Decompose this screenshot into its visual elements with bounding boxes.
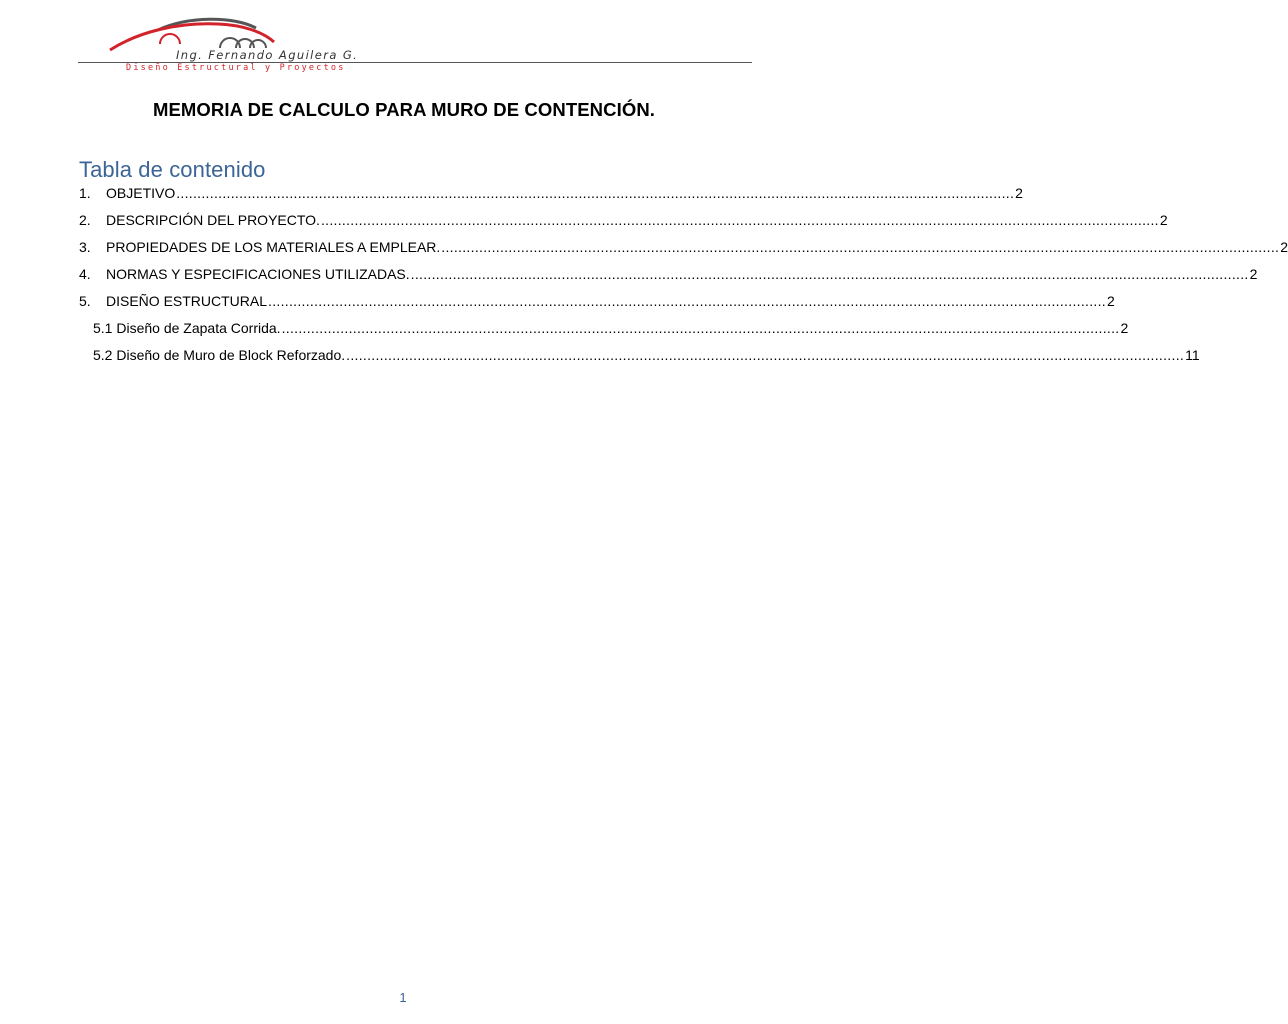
toc-entry-text: OBJETIVO	[106, 185, 176, 201]
toc-entry-objetivo[interactable]	[79, 185, 1023, 212]
toc-entry-normas[interactable]	[79, 266, 1258, 293]
toc-entry-page: 2	[1015, 185, 1023, 201]
toc-entry-number: 4.	[79, 266, 91, 282]
toc-dot-leader: ........................................................................................................................................................................................................	[346, 347, 1185, 363]
toc-dot-leader: ........................................................................................................................................................................................................	[268, 293, 1106, 309]
toc-dot-leader: ........................................................................................................................................................................................................	[320, 212, 1159, 228]
toc-subentry-muro-block[interactable]	[79, 347, 1200, 374]
document-title: MEMORIA DE CALCULO PARA MURO DE CONTENCIÓN.	[152, 99, 656, 120]
toc-entry-number: 1.	[79, 185, 91, 201]
toc-entry-page: 2	[1159, 212, 1168, 228]
toc-dot-leader: ........................................................................................................................................................................................................	[441, 239, 1280, 255]
toc-entry-text: 5.2 Diseño de Muro de Block Reforzado.	[93, 347, 346, 363]
page-number: 1	[399, 990, 407, 1005]
table-of-contents	[79, 185, 1288, 374]
toc-entry-number: 2.	[79, 212, 91, 228]
toc-dot-leader: ........................................................................................................................................................................................................	[410, 266, 1249, 282]
toc-entry-number: 3.	[79, 239, 91, 255]
page-header	[0, 0, 768, 80]
toc-dot-leader: ........................................................................................................................................................................................................	[281, 320, 1120, 336]
toc-entry-diseno-estructural[interactable]	[79, 293, 1115, 320]
author-name: Ing. Fernando Aguilera G.	[176, 48, 359, 62]
toc-entry-text: 5.1 Diseño de Zapata Corrida.	[93, 320, 281, 336]
toc-subentry-zapata[interactable]	[79, 320, 1129, 347]
toc-entry-number: 5.	[79, 293, 91, 309]
toc-entry-text: DISEÑO ESTRUCTURAL	[106, 293, 268, 309]
toc-entry-text: DESCRIPCIÓN DEL PROYECTO.	[106, 212, 320, 228]
toc-heading: Tabla de contenido	[79, 157, 266, 182]
toc-dot-leader: ........................................................................................................................................................................................................	[176, 185, 1015, 201]
toc-entry-page: 11	[1185, 347, 1200, 363]
toc-entry-propiedades[interactable]	[79, 239, 1288, 266]
toc-entry-text: NORMAS Y ESPECIFICACIONES UTILIZADAS.	[106, 266, 410, 282]
author-subtitle: Diseño Estructural y Proyectos	[126, 63, 346, 73]
toc-entry-page: 2	[1249, 266, 1258, 282]
toc-entry-descripcion[interactable]	[79, 212, 1168, 239]
toc-entry-page: 2	[1106, 293, 1115, 309]
toc-entry-page: 2	[1280, 239, 1288, 255]
toc-entry-text: PROPIEDADES DE LOS MATERIALES A EMPLEAR.	[106, 239, 441, 255]
toc-entry-page: 2	[1120, 320, 1129, 336]
